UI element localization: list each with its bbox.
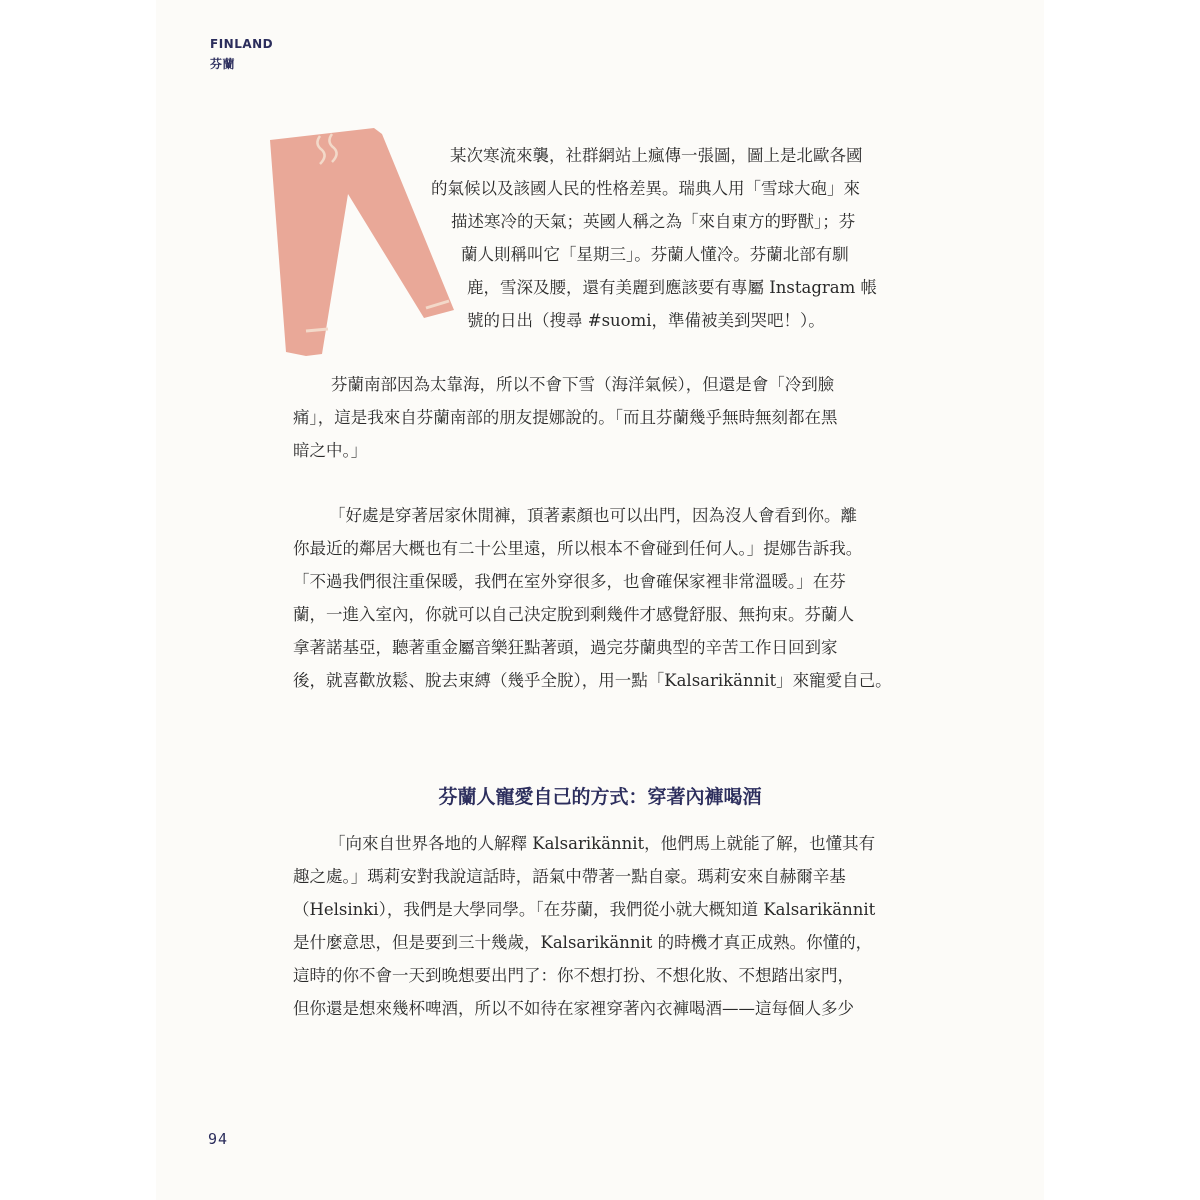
- paragraph-line: 的氣候以及該國人民的性格差異。瑞典人用「雪球大砲」來: [431, 179, 860, 198]
- paragraph-line: 你最近的鄰居大概也有二十公里遠，所以根本不會碰到任何人。」提娜告訴我。: [293, 539, 863, 558]
- paragraph-line: 蘭，一進入室內，你就可以自己決定脫到剩幾件才感覺舒服、無拘束。芬蘭人: [293, 605, 854, 624]
- page-number: 94: [208, 1130, 229, 1148]
- paragraph-line: （Helsinki），我們是大學同學。「在芬蘭，我們從小就大概知道 Kalsarikännit: [293, 900, 876, 919]
- running-head-country-zh: 芬蘭: [210, 57, 236, 71]
- paragraph-line: 趣之處。」瑪莉安對我說這話時，語氣中帶著一點自豪。瑪莉安來自赫爾辛基: [293, 867, 846, 886]
- paragraph-line: 是什麼意思，但是要到三十幾歲，Kalsarikännit 的時機才真正成熟。你懂的，: [293, 933, 873, 952]
- paragraph-line: 痛」，這是我來自芬蘭南部的朋友提娜說的。「而且芬蘭幾乎無時無刻都在黑: [293, 408, 838, 427]
- paragraph-line: 描述寒冷的天氣；英國人稱之為「來自東方的野獸」；芬: [451, 212, 856, 231]
- running-head: [210, 34, 273, 74]
- paragraph-line: 拿著諾基亞，聽著重金屬音樂狂點著頭，過完芬蘭典型的辛苦工作日回到家: [293, 638, 838, 657]
- paragraph-line: 「不過我們很注重保暖，我們在室外穿很多，也會確保家裡非常溫暖。」在芬: [293, 572, 846, 591]
- paragraph-line: 這時的你不會一天到晚想要出門了：你不想打扮、不想化妝、不想踏出家門，: [293, 966, 854, 985]
- paragraph-line: 芬蘭南部因為太靠海，所以不會下雪（海洋氣候），但還是會「冷到臉: [331, 375, 835, 394]
- section-heading: 芬蘭人寵愛自己的方式：穿著內褲喝酒: [438, 786, 762, 808]
- paragraph-line: 但你還是想來幾杯啤酒，所以不如待在家裡穿著內衣褲喝酒——這每個人多少: [293, 999, 854, 1018]
- paragraph-line: 暗之中。」: [293, 441, 368, 460]
- paragraph-line: 號的日出（搜尋 #suomi，準備被美到哭吧！）。: [467, 311, 825, 330]
- paragraph-line: 「好處是穿著居家休閒褲，頂著素顏也可以出門，因為沒人會看到你。離: [329, 506, 857, 525]
- paragraph-line: 「向來自世界各地的人解釋 Kalsarikännit，他們馬上就能了解，也懂其有: [329, 834, 876, 853]
- paragraph-line: 某次寒流來襲，社群網站上瘋傳一張圖，圖上是北歐各國: [450, 146, 863, 165]
- sweatpants-illustration: [266, 122, 456, 362]
- paragraph-line: 鹿，雪深及腰，還有美麗到應該要有專屬 Instagram 帳: [467, 278, 878, 297]
- paragraph-line: 蘭人則稱叫它「星期三」。芬蘭人懂冷。芬蘭北部有馴: [461, 245, 849, 264]
- paragraph-line: 後，就喜歡放鬆、脫去束縛（幾乎全脫），用一點「Kalsarikännit」來寵愛自己。: [293, 671, 892, 690]
- running-head-country-en: FINLAND: [210, 37, 274, 51]
